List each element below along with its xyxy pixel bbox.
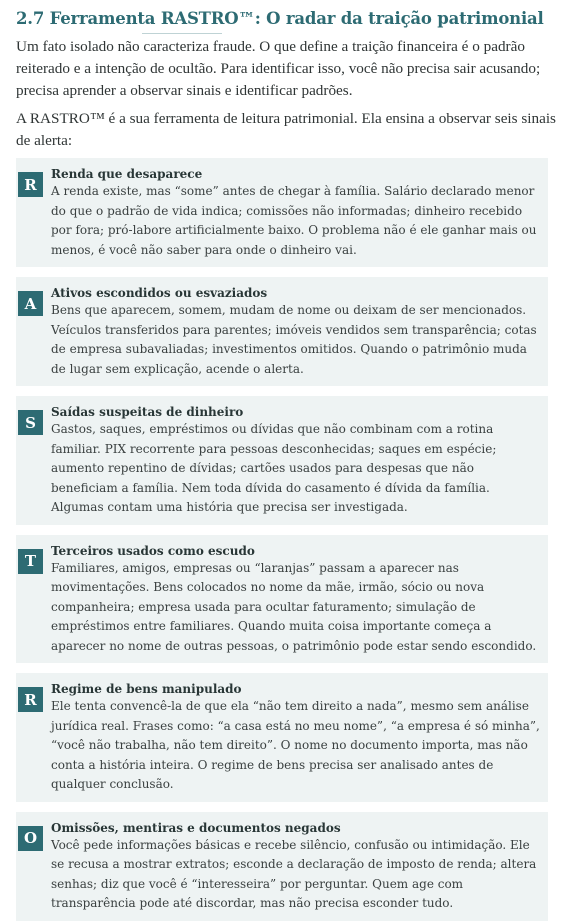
rastro-card-regime xyxy=(16,673,548,802)
card-text: A renda existe, mas “some” antes de chegar à família. Salário declarado menor do que o padrão de vida indica; comissões não informadas; dinheiro recebido por fora; pró-labore artificialmente baixo. O problema não é ele ganhar mais ou menos, é você não saber para onde o dinheiro vai. xyxy=(51,184,537,257)
card-title: Ativos escondidos ou esvaziados xyxy=(51,286,268,300)
card-body xyxy=(51,286,540,379)
card-text: Gastos, saques, empréstimos ou dívidas que não combinam com a rotina familiar. PIX recorrente para pessoas desconhecidas; saques em espécie; aumento repentino de dívidas; cartões usados para despesas que não beneficiam a família. Nem toda dívida do casamento é dívida da família. Algumas contam uma história que precisa ser investigada. xyxy=(51,422,497,514)
card-title: Omissões, mentiras e documentos negados xyxy=(51,820,341,835)
card-text: Bens que aparecem, somem, mudam de nome ou deixam de ser mencionados. Veículos transferidos para parentes; imóveis vendidos sem transparência; cotas de empresa subavaliadas; investimentos omitidos. Quando o patrimônio muda de lugar sem explicação, acende o alerta. xyxy=(51,303,537,376)
card-title: Regime de bens manipulado xyxy=(51,682,242,696)
section-title: 2.7 Ferramenta RASTRO™: O radar da traição patrimonial xyxy=(16,9,544,28)
card-letter-badge: T xyxy=(18,549,43,574)
card-text: Familiares, amigos, empresas ou “laranjas” passam a aparecer nas movimentações. Bens colocados no nome da mãe, irmão, sócio ou nova companheira; empresa usada para ocultar faturamento; simulação de empréstimos entre familiares. Quando muita coisa importante começa a aparecer no nome de outras pessoas, o patrimônio pode estar sendo escondido. xyxy=(51,560,537,653)
card-body xyxy=(51,167,540,260)
card-body xyxy=(51,682,540,795)
card-text: Ele tenta convencê-la de que ela “não tem direito a nada”, mesmo sem análise jurídica real. Frases como: “a casa está no meu nome”, “a empresa é só minha”, “você não trabalha, não tem direito”. O nome no documento importa, mas não conta a história inteira. O regime de bens precisa ser analisado antes de qualquer conclusão. xyxy=(51,699,540,791)
card-text: Você pede informações básicas e recebe silêncio, confusão ou intimidação. Ele se recusa a mostrar extratos; esconde a declaração de imposto de renda; altera senhas; diz que você é “interesseira” por perguntar. Quem age com transparência pode até discordar, mas não precisa esconder tudo. xyxy=(51,837,537,910)
intro-paragraph: Um fato isolado não caracteriza fraude. O que define a traição financeira é o padrão reiterado e a intenção de ocultão. Para identificar isso, você não precisa sair acusando; precisa aprender a observar sinais e identificar padrões. xyxy=(16,38,541,99)
card-title: Terceiros usados como escudo xyxy=(51,543,255,558)
rastro-card-ativos xyxy=(16,277,548,386)
card-body xyxy=(51,544,540,657)
card-title: Saídas suspeitas de dinheiro xyxy=(51,405,244,419)
card-title: Renda que desaparece xyxy=(51,167,203,181)
card-letter-badge: R xyxy=(18,172,43,197)
intro-paragraph-2: A RASTRO™ é a sua ferramenta de leitura patrimonial. Ela ensina a observar seis sinais de alerta: xyxy=(16,110,556,149)
card-letter-badge: S xyxy=(18,410,43,435)
title-underline xyxy=(142,33,222,34)
card-letter-badge: A xyxy=(18,291,43,316)
rastro-card-terceiros xyxy=(16,535,548,664)
rastro-card-renda xyxy=(16,158,548,267)
rastro-card-list xyxy=(16,158,562,921)
card-letter-badge: R xyxy=(18,687,43,712)
card-letter-badge: O xyxy=(18,826,43,851)
card-body xyxy=(51,405,540,518)
card-body xyxy=(51,821,540,914)
rastro-card-saidas xyxy=(16,396,548,525)
rastro-card-omissoes xyxy=(16,812,548,921)
